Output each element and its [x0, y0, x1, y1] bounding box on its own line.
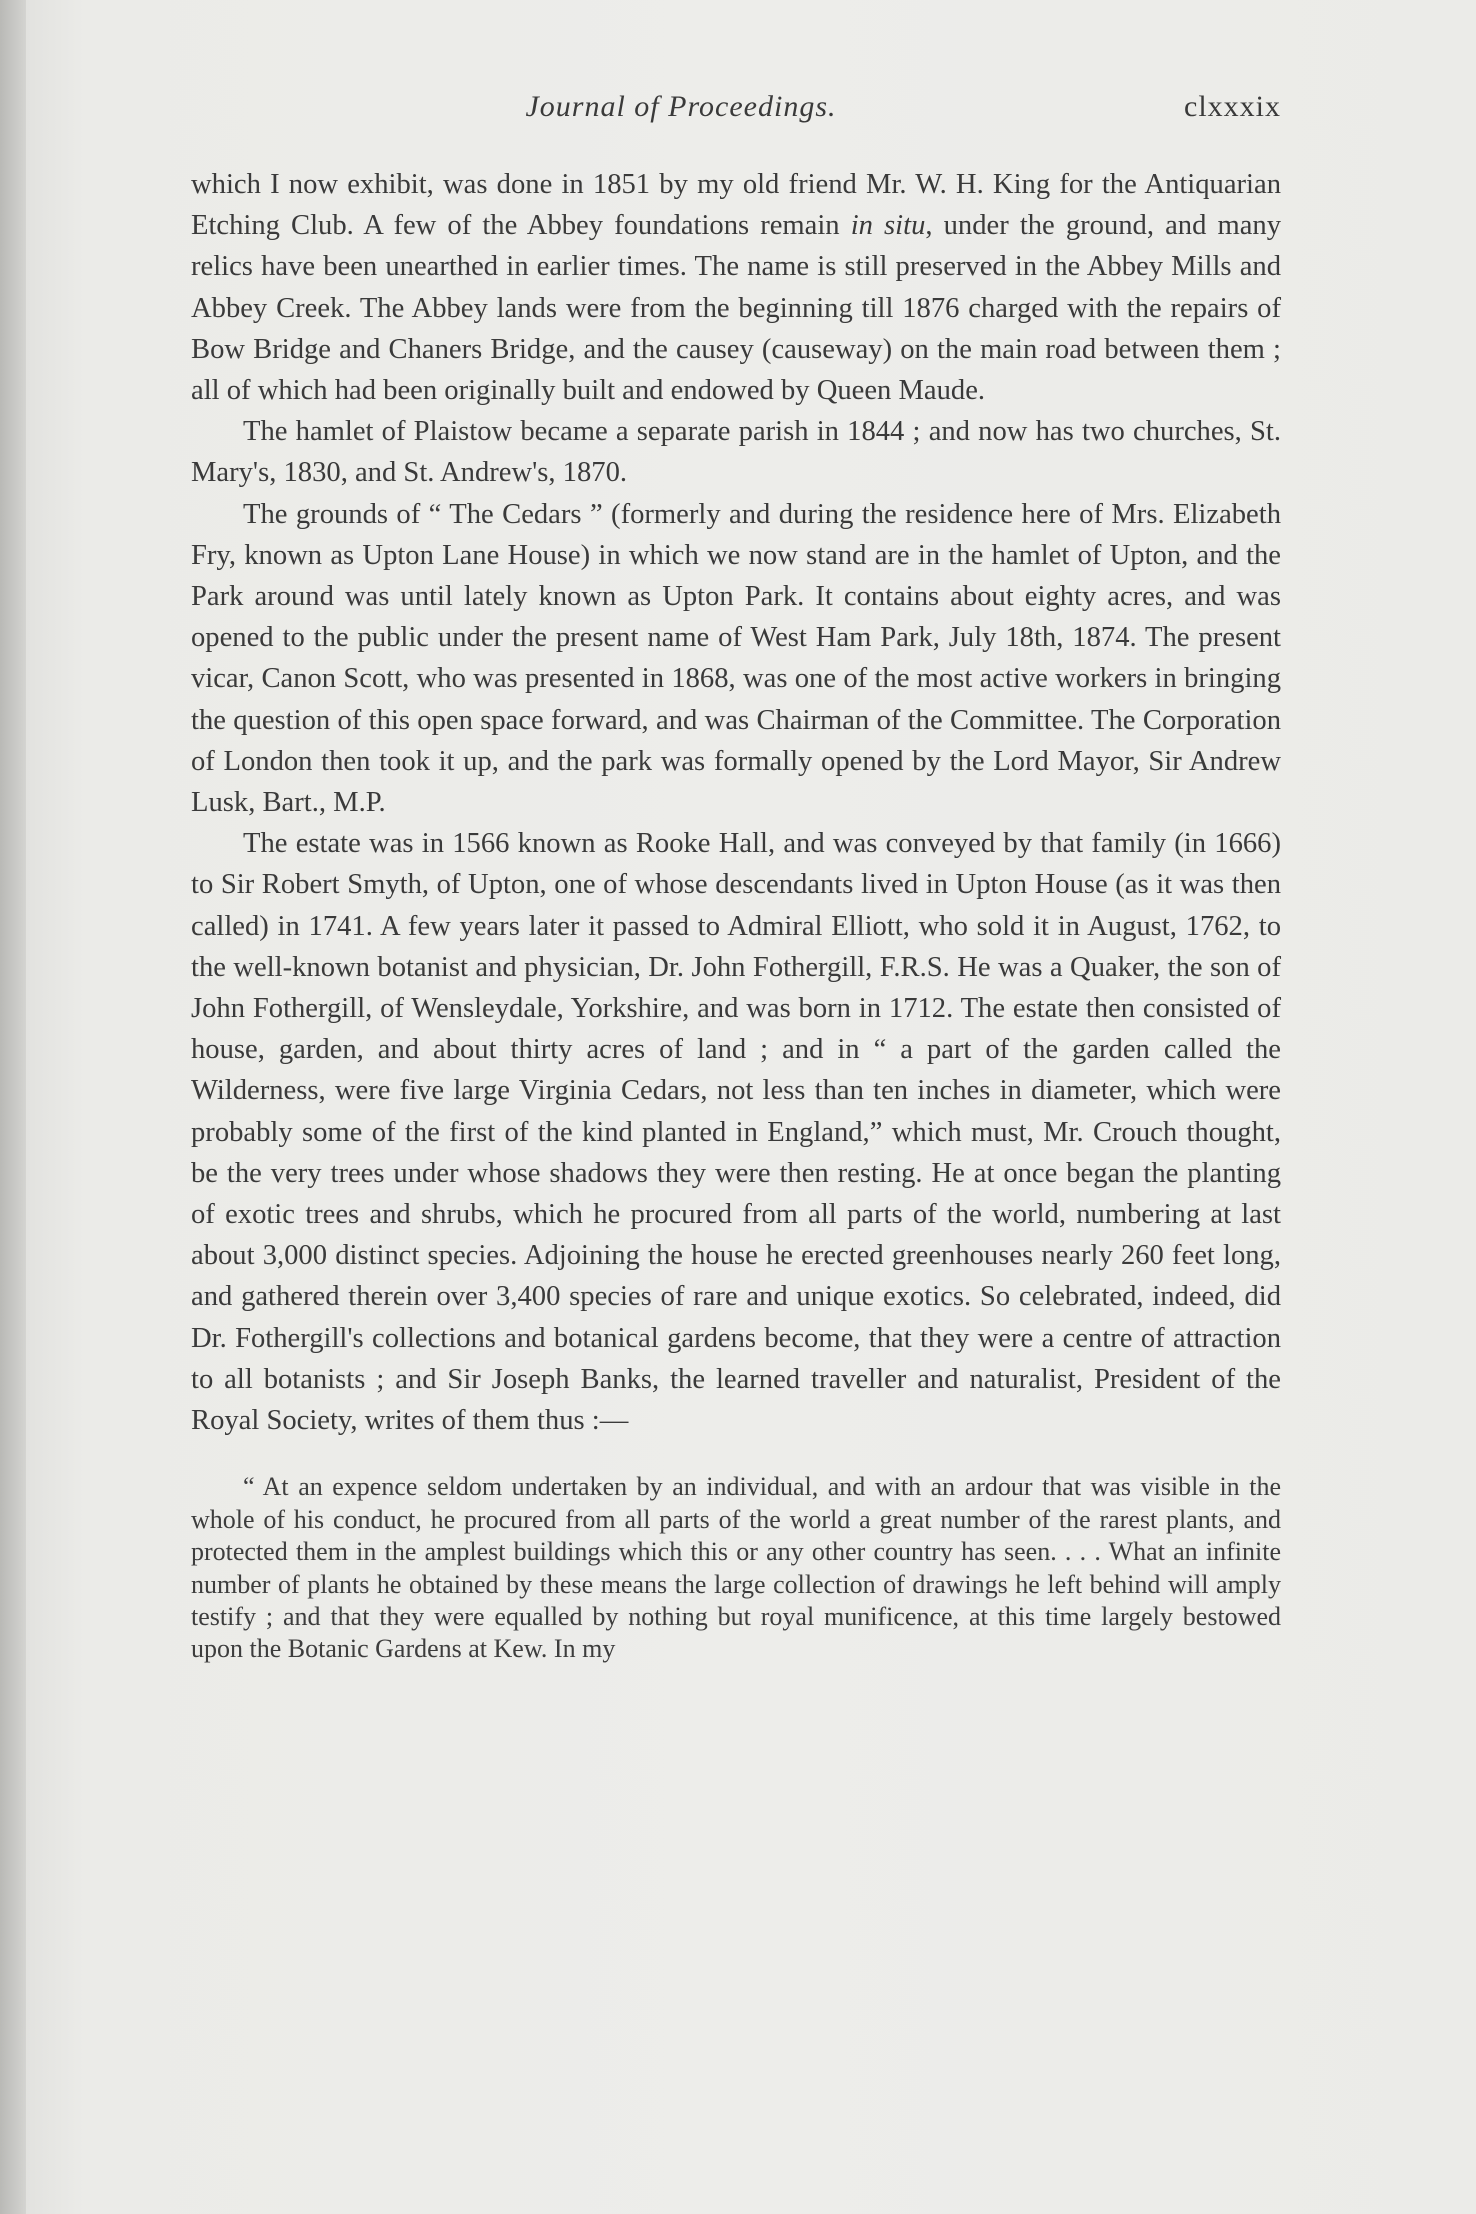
paragraph-abbey-continued: , under the ground, and many relics have been unearthed in earlier times. The name is still preserved in the Abbey Mills and Abbey Creek. The Abbey lands were from the beginning till 1876 charged with the repairs of Bow Bridge and Chaners Bridge, and the causey (causeway) on the main road between them ; all of which had been originally built and endowed by Queen Maude.: [191, 210, 1281, 407]
paragraph-abbey-text: which I now exhibit, was done in 1851 by my old friend Mr. W. H. King for the Antiquarian Etching Club. A few of the Abbey foundations remain: [191, 169, 1281, 242]
block-quotation: “ At an expence seldom undertaken by an individual, and with an ardour that was visible in the whole of his conduct, he procured from all parts of the world a great number of the rarest plants, and protected them in the amplest buildings which this or any other country has seen. . . . What an infinite number of plants he obtained by these means the large collection of drawings he left behind will amply testify ; and that they were equalled by nothing but royal munificence, at this time largely bestowed upon the Botanic Gardens at Kew. In my: [191, 1472, 1281, 1664]
paragraph-abbey: [191, 164, 1281, 411]
running-head: Journal of Proceedings.: [525, 90, 837, 123]
paragraph-plaistow: The hamlet of Plaistow became a separate parish in 1844 ; and now has two churches, St. Mary's, 1830, and St. Andrew's, 1870.: [191, 416, 1281, 489]
italic-phrase: in situ: [850, 210, 926, 242]
page-content: [191, 90, 1281, 1692]
book-page: [26, 0, 1476, 2214]
page-number: clxxxix: [1184, 90, 1281, 123]
paragraph-estate: The estate was in 1566 known as Rooke Hall, and was conveyed by that family (in 1666) to Sir Robert Smyth, of Upton, one of whose descendants lived in Upton House (as it was then called) in 1741. A few years later it passed to Admiral Elliott, who sold it in August, 1762, to the well-known botanist and physician, Dr. John Fothergill, F.R.S. He was a Quaker, the son of John Fothergill, of Wensleydale, Yorkshire, and was born in 1712. The estate then consisted of house, garden, and about thirty acres of land ; and in “ a part of the garden called the Wilderness, were five large Virginia Cedars, not less than ten inches in diameter, which were probably some of the first of the kind planted in England,” which must, Mr. Crouch thought, be the very trees under whose shadows they were then resting. He at once began the planting of exotic trees and shrubs, which he procured from all parts of the world, numbering at last about 3,000 distinct species. Adjoining the house he erected greenhouses nearly 260 feet long, and gathered therein over 3,400 species of rare and unique exotics. So celebrated, indeed, did Dr. Fothergill's collections and botanical gardens become, that they were a centre of attraction to all botanists ; and Sir Joseph Banks, the learned traveller and naturalist, President of the Royal Society, writes of them thus :—: [191, 828, 1281, 1437]
page-header: [191, 90, 1281, 150]
paragraph-cedars: The grounds of “ The Cedars ” (formerly and during the residence here of Mrs. Elizabeth Fry, known as Upton Lane House) in which we now stand are in the hamlet of Upton, and the Park around was until lately known as Upton Park. It contains about eighty acres, and was opened to the public under the present name of West Ham Park, July 18th, 1874. The present vicar, Canon Scott, who was presented in 1868, was one of the most active workers in bringing the question of this open space forward, and was Chairman of the Committee. The Corporation of London then took it up, and the park was formally opened by the Lord Mayor, Sir Andrew Lusk, Bart., M.P.: [191, 498, 1281, 819]
